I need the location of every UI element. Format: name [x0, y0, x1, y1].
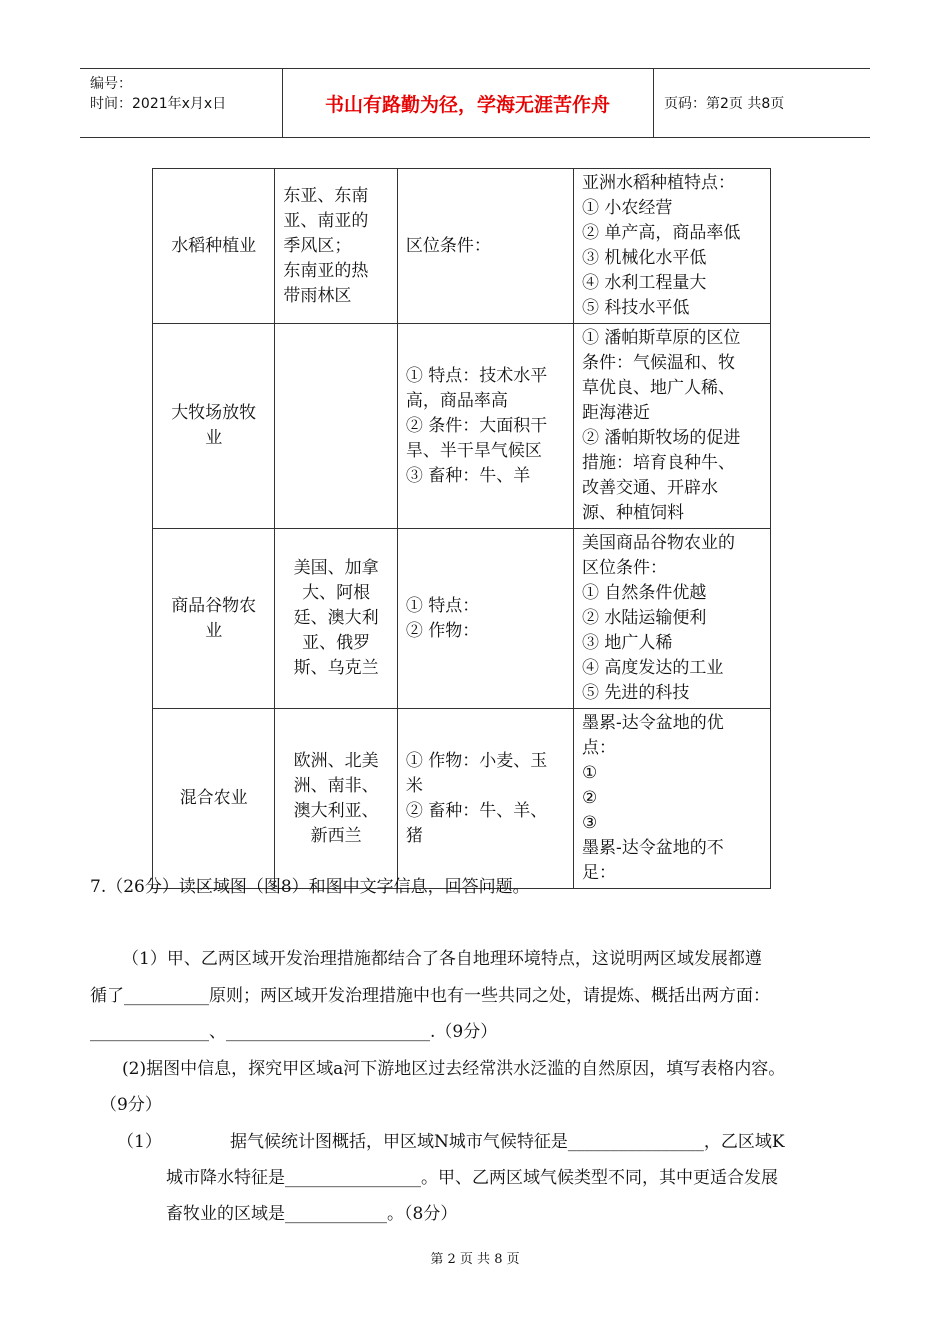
- cell-line: ③: [582, 813, 598, 833]
- cell-line: 旱、半干旱气候区: [405, 440, 542, 461]
- notes-cell: [574, 169, 771, 324]
- cell-line: 商品谷物农: [171, 595, 257, 616]
- cell-line: 业: [205, 428, 223, 448]
- cell-line: ① 特点：: [405, 595, 480, 616]
- table-row: [153, 169, 771, 324]
- features-cell: [397, 709, 573, 889]
- q1-line: （1）甲、乙两区域开发治理措施都结合了各自地理环境特点，这说明两区域发展都遵: [122, 949, 762, 969]
- cell-line: ① 作物：小麦、玉: [405, 750, 548, 771]
- cell-line: 足：: [582, 863, 616, 883]
- region-cell: [275, 169, 398, 324]
- cell-line: ③ 机械化水平低: [582, 248, 707, 268]
- row-name: 水稻种植业: [153, 169, 275, 324]
- cell-line: 美国、加拿: [293, 558, 379, 578]
- notes-cell: [574, 324, 771, 529]
- page-footer: 第 2 页 共 8 页: [430, 1252, 520, 1267]
- cell-line: 东南亚的热: [283, 260, 369, 281]
- cell-line: ① 自然条件优越: [582, 583, 707, 603]
- cell-line: 米: [405, 775, 423, 796]
- cell-line: ④ 水利工程量大: [582, 273, 707, 293]
- cell-line: 业: [205, 620, 223, 641]
- notes-cell: [574, 529, 771, 709]
- cell-line: 措施：培育良种牛、: [582, 453, 735, 473]
- cell-line: 澳大利亚、: [293, 800, 379, 821]
- cell-line: 猪: [405, 825, 423, 846]
- sub-line: 城市降水特征是________________。甲、乙两区域气候类型不同，其中更适合发展: [166, 1168, 778, 1188]
- cell-line: 草优良、地广人稀、: [582, 378, 735, 398]
- cell-line: 条件：气候温和、牧: [582, 353, 735, 373]
- notes-cell: [574, 709, 771, 889]
- cell-line: ② 水陆运输便利: [582, 608, 707, 628]
- features-cell: [397, 324, 573, 529]
- cell-line: 亚洲水稻种植特点：: [582, 173, 735, 193]
- sub-line: 据气候统计图概括，甲区域N城市气候特征是________________，乙区域K: [230, 1132, 785, 1152]
- cell-line: 区位条件：: [405, 235, 491, 256]
- cell-line: ①: [582, 763, 598, 783]
- cell-line: 源、种植饲料: [582, 503, 684, 523]
- cell-line: 墨累-达令盆地的优: [582, 713, 724, 733]
- cell-line: 点：: [582, 738, 616, 758]
- sub-line: 畜牧业的区域是____________。（8分）: [166, 1204, 458, 1224]
- cell-line: ② 畜种：牛、羊、: [405, 800, 548, 821]
- cell-line: 距海港近: [582, 403, 650, 423]
- cell-line: 墨累-达令盆地的不: [582, 838, 724, 858]
- cell-line: 新西兰: [310, 825, 362, 846]
- row-name: [153, 529, 275, 709]
- cell-line: ① 特点：技术水平: [405, 365, 548, 386]
- cell-line: ① 小农经营: [582, 198, 673, 218]
- cell-line: 斯、乌克兰: [293, 658, 379, 678]
- cell-line: 洲、南非、: [293, 775, 379, 796]
- q1-line: ______________、________________________.（9分）: [90, 1022, 498, 1042]
- sub-number: （1）: [117, 1132, 162, 1152]
- q2-line: （9分）: [100, 1095, 162, 1115]
- cell-line: 大牧场放牧: [171, 403, 257, 423]
- region-cell: [275, 324, 398, 529]
- region-cell: [275, 529, 398, 709]
- cell-line: ⑤ 科技水平低: [582, 298, 690, 318]
- page-header: [80, 68, 870, 138]
- cell-line: ② 作物：: [405, 620, 480, 641]
- cell-line: 东亚、东南: [283, 185, 369, 206]
- cell-line: 欧洲、北美: [293, 750, 379, 771]
- cell-line: 大、阿根: [302, 583, 371, 603]
- cell-line: ④ 高度发达的工业: [582, 658, 724, 678]
- cell-line: ① 潘帕斯草原的区位: [582, 328, 741, 348]
- cell-line: ② 条件：大面积干: [405, 415, 548, 436]
- cell-line: 高，商品率高: [405, 390, 508, 411]
- code-label: 编号：: [90, 76, 132, 92]
- cell-line: ②: [582, 788, 598, 808]
- cell-line: 区位条件：: [582, 558, 667, 578]
- cell-line: 带雨林区: [283, 285, 352, 306]
- motto: 书山有路勤为径，学海无涯苦作舟: [282, 69, 654, 137]
- q2-line: (2)据图中信息，探究甲区域a河下游地区过去经常洪水泛滥的自然原因，填写表格内容。: [122, 1059, 786, 1079]
- date-line: 时间：2021年x月x日: [90, 96, 227, 112]
- features-cell: [397, 529, 573, 709]
- row-name: [153, 324, 275, 529]
- table-row: [153, 324, 771, 529]
- cell-line: ⑤ 先进的科技: [582, 683, 690, 703]
- agriculture-table: [152, 168, 771, 889]
- page-info: 页码：第2页 共8页: [664, 96, 785, 112]
- cell-line: ③ 畜种：牛、羊: [405, 465, 531, 486]
- cell-line: 季风区；: [283, 235, 352, 256]
- cell-line: ② 潘帕斯牧场的促进: [582, 428, 741, 448]
- table-row: [153, 529, 771, 709]
- cell-line: 改善交通、开辟水: [582, 478, 718, 498]
- cell-line: 亚、南亚的: [283, 210, 369, 231]
- cell-line: 亚、俄罗: [302, 633, 371, 653]
- q1-line: 循了__________原则；两区域开发治理措施中也有一些共同之处，请提炼、概括出两方面：: [90, 986, 770, 1006]
- cell-line: 美国商品谷物农业的: [582, 533, 735, 553]
- header-meta-cell: [80, 69, 283, 137]
- table-row: [153, 709, 771, 889]
- question-7-title: 7.（26分）读区域图（图8）和图中文字信息，回答问题。: [90, 877, 530, 897]
- cell-line: 廷、澳大利: [293, 608, 379, 628]
- region-cell: [275, 709, 398, 889]
- cell-line: ③ 地广人稀: [582, 633, 673, 653]
- cell-line: ② 单产高，商品率低: [582, 223, 741, 243]
- row-name: 混合农业: [153, 709, 275, 889]
- features-cell: [397, 169, 573, 324]
